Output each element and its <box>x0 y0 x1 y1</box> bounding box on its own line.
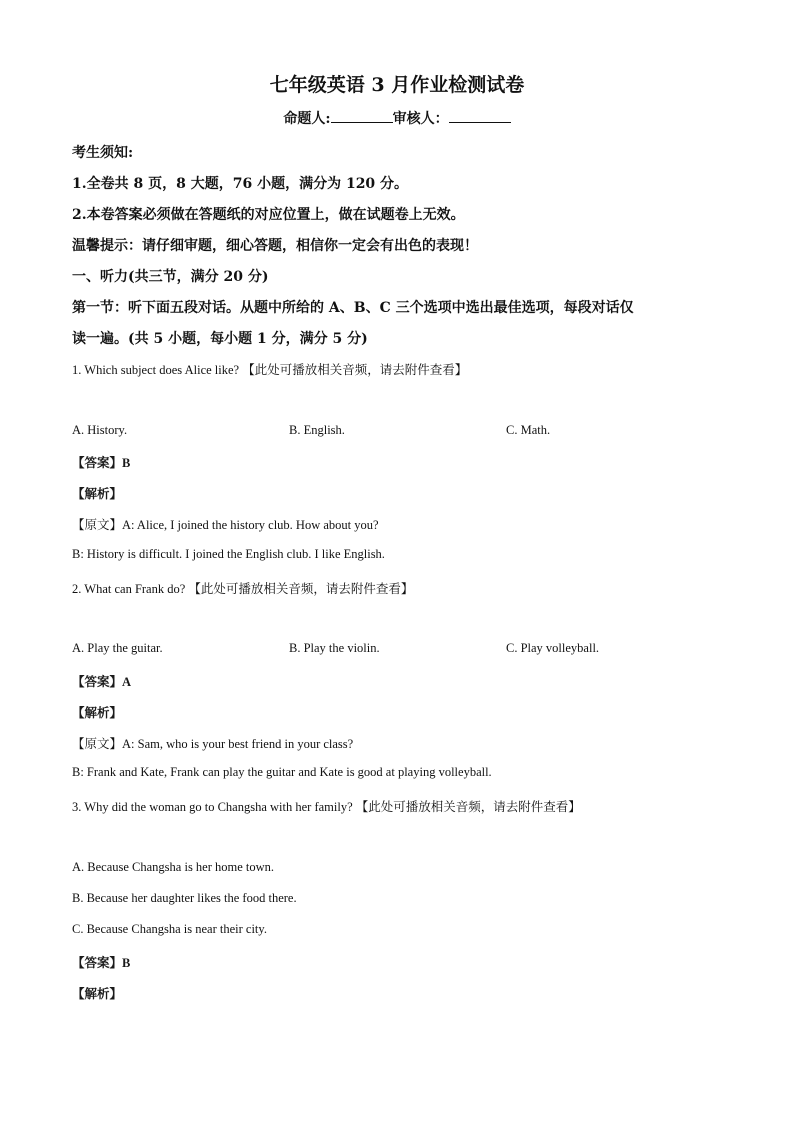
notice-item-2: 2.本卷答案必须做在答题纸的对应位置上，做在试题卷上无效。 <box>72 207 465 223</box>
q1-option-c: C. Math. <box>506 423 551 437</box>
q2-script-line2: B: Frank and Kate, Frank can play the guitar and Kate is good at playing volleyball. <box>72 765 492 779</box>
part1-instructions-line1: 第一节：听下面五段对话。从题中所给的 A、B、C 三个选项中选出最佳选项，每段对话仅 <box>72 300 634 316</box>
question-1: 1. Which subject does Alice like? 【此处可播放相关音频，请去附件查看】 <box>72 363 468 377</box>
q2-option-a: A. Play the guitar. <box>72 641 163 655</box>
reviewer-label: 审核人： <box>392 111 449 127</box>
q1-script-line2: B: History is difficult. I joined the English club. I like English. <box>72 547 385 561</box>
warm-tip: 温馨提示：请仔细审题，细心答题，相信你一定会有出色的表现！ <box>72 238 478 254</box>
q1-answer: 【答案】B <box>72 456 131 470</box>
q2-option-b: B. Play the violin. <box>289 641 380 655</box>
author-line <box>0 108 794 128</box>
author-label: 命题人: <box>283 111 331 127</box>
notice-heading: 考生须知: <box>72 145 134 161</box>
q1-script-line1: 【原文】A: Alice, I joined the history club. How about you? <box>72 518 379 532</box>
question-2: 2. What can Frank do? 【此处可播放相关音频，请去附件查看】 <box>72 582 414 596</box>
reviewer-blank <box>449 110 511 123</box>
q3-analysis: 【解析】 <box>72 987 123 1001</box>
q1-option-b: B. English. <box>289 423 345 437</box>
q3-option-b: B. Because her daughter likes the food there. <box>72 891 297 905</box>
q3-option-c: C. Because Changsha is near their city. <box>72 922 267 936</box>
q3-answer: 【答案】B <box>72 956 131 970</box>
page-title: 七年级英语 3 月作业检测试卷 <box>269 74 525 96</box>
q2-answer: 【答案】A <box>72 675 132 689</box>
notice-item-1: 1.全卷共 8 页，8 大题，76 小题，满分为 120 分。 <box>72 176 409 192</box>
q3-option-a: A. Because Changsha is her home town. <box>72 860 275 874</box>
q2-analysis: 【解析】 <box>72 706 123 720</box>
q2-option-c: C. Play volleyball. <box>506 641 600 655</box>
q1-option-a: A. History. <box>72 423 128 437</box>
q2-script-line1: 【原文】A: Sam, who is your best friend in your class? <box>72 737 354 751</box>
section-heading: 一、听力(共三节，满分 20 分) <box>72 269 269 285</box>
q1-analysis: 【解析】 <box>72 487 123 501</box>
author-blank <box>331 110 393 123</box>
part1-instructions-line2: 读一遍。(共 5 小题，每小题 1 分，满分 5 分) <box>72 331 368 347</box>
question-3: 3. Why did the woman go to Changsha with her family? 【此处可播放相关音频，请去附件查看】 <box>72 800 581 814</box>
